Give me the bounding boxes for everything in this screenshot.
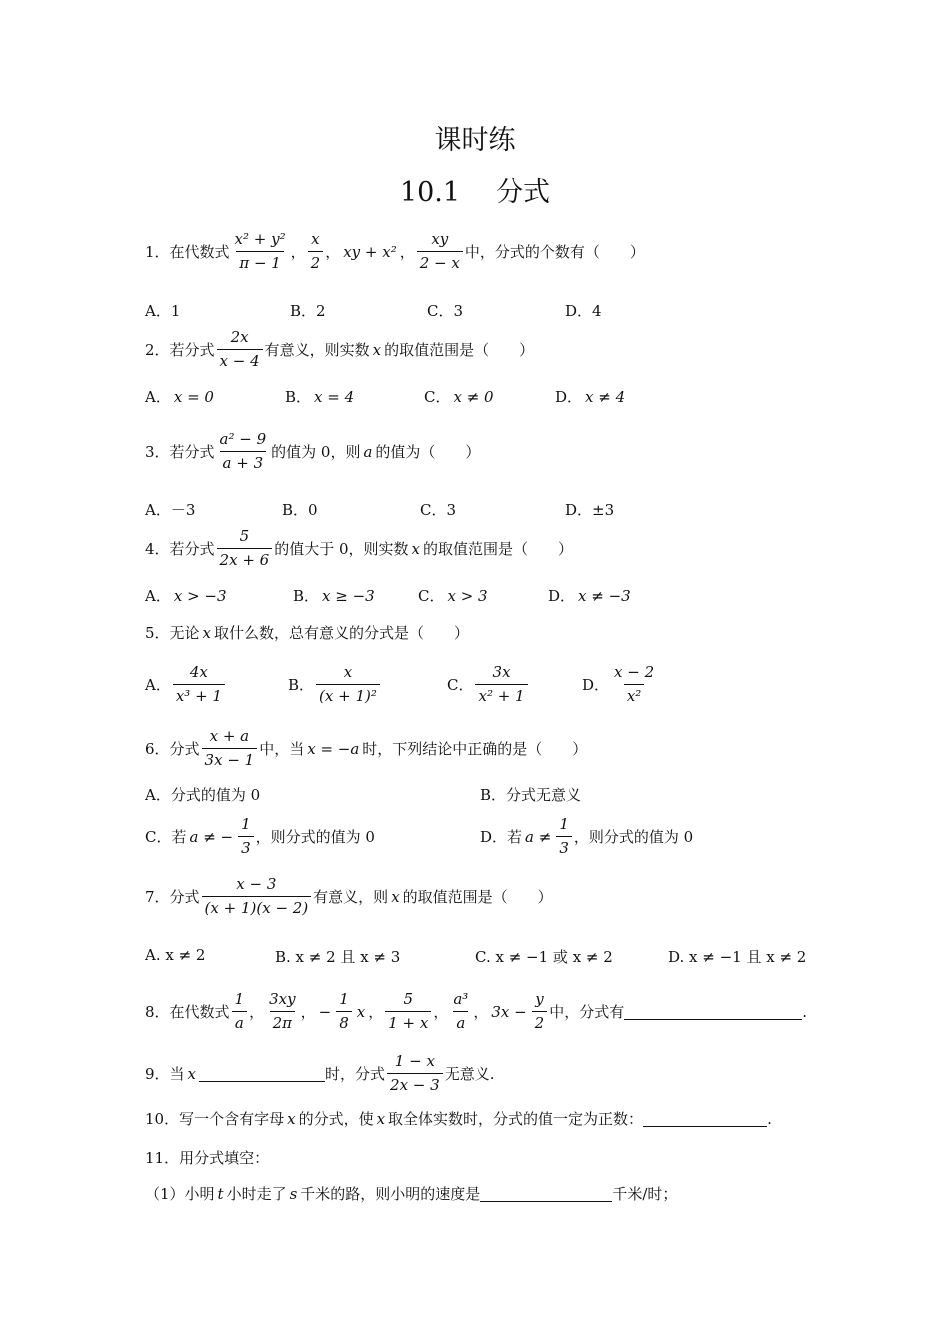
q1-option-c: C．3 bbox=[427, 302, 464, 320]
section-title bbox=[0, 170, 950, 209]
fraction: $\frac{1}{8}$ bbox=[336, 990, 352, 1033]
q3-option-a: A．－3 bbox=[145, 501, 196, 519]
page-title: 课时练 bbox=[434, 125, 516, 156]
q3-option-d: D．±3 bbox=[565, 501, 615, 519]
q7-option-c: C. x ≠ −1 或 x ≠ 2 bbox=[475, 948, 613, 966]
question-11-1: （1）小明 t 小时走了 s 千米的路，则小明的速度是 千米/时； bbox=[145, 1184, 678, 1203]
question-5: 5．无论 x 取什么数，总有意义的分式是（ ） bbox=[145, 623, 470, 642]
fraction: $\frac{3x}{\text{x² + 1}}$ bbox=[475, 663, 527, 706]
q4-option-b: B． x ≥ −3 bbox=[293, 586, 375, 605]
fraction: $\frac{5}{1 + x}$ bbox=[385, 990, 431, 1033]
answer-blank[interactable] bbox=[643, 1110, 767, 1127]
q6-option-a: A．分式的值为 0 bbox=[145, 786, 261, 804]
question-9: 9．当 x 时，分式 $\frac{1 - x}{2x - 3}$ 无意义. bbox=[145, 1052, 495, 1094]
q3-option-c: C．3 bbox=[420, 501, 457, 519]
fraction: $\frac{1}{3}$ bbox=[556, 815, 572, 858]
fraction: $\frac{4x}{\text{x³ + 1}}$ bbox=[173, 663, 225, 706]
answer-blank[interactable] bbox=[624, 1003, 802, 1020]
answer-blank[interactable] bbox=[480, 1185, 612, 1202]
q5-option-a: A． $\frac{4x}{\text{x³ + 1}}$ bbox=[145, 663, 227, 706]
fraction: $\frac{x}{\text{(x + 1)²}}$ bbox=[316, 663, 380, 706]
fraction: $\frac{x + a}{3x - 1}$ bbox=[202, 727, 258, 770]
section-number: 10.1 bbox=[399, 177, 461, 208]
q4-option-d: D． x ≠ −3 bbox=[548, 586, 631, 605]
section-name: 分式 bbox=[496, 177, 551, 208]
question-8: 8．在代数式 $\frac{1}{a}$ ， $\frac{3xy}{2\pi}$ ， − $\frac{1}{8}$ x ， $\frac{5}{1 + x}$ ， $\frac{\text{a³}}{a}$ ， 3x − $\frac{y}{2}$ 中，分式有 . bbox=[145, 990, 808, 1032]
fraction: $\frac{1}{a}$ bbox=[232, 990, 248, 1033]
question-7: 7．分式 $\frac{x - 3}{(x + 1)(x - 2)}$ 有意义，则 x 的取值范围是（ ） bbox=[145, 875, 553, 917]
fraction: $\frac{\text{a² − 9}}{a + 3}$ bbox=[219, 430, 267, 472]
q2-option-b: B． x = 4 bbox=[285, 387, 355, 406]
fraction: $\frac{x - 3}{(x + 1)(x - 2)}$ bbox=[202, 875, 312, 918]
q5-option-d: D． $\frac{x - 2}{\text{x²}}$ bbox=[582, 663, 659, 706]
question-4: 4．若分式 $\frac{5}{2x + 6}$ 的值大于 0，则实数 x 的取值范围是（ ） bbox=[145, 527, 573, 569]
q6-option-b: B．分式无意义 bbox=[480, 786, 582, 804]
question-6: 6．分式 $\frac{x + a}{3x - 1}$ 中，当 x = −a 时，下列结论中正确的是（ ） bbox=[145, 727, 588, 769]
question-3: 3．若分式 $\frac{\text{a² − 9}}{a + 3}$ 的值为 0，则 a 的值为（ ） bbox=[145, 430, 481, 472]
fraction: $\frac{xy}{2 - x}$ bbox=[417, 230, 463, 273]
q7-option-d: D. x ≠ −1 且 x ≠ 2 bbox=[668, 948, 807, 966]
question-10: 10．写一个含有字母 x 的分式，使 x 取全体实数时，分式的值一定为正数： . bbox=[145, 1109, 772, 1128]
q1-option-b: B．2 bbox=[290, 302, 326, 320]
question-11: 11．用分式填空： bbox=[145, 1149, 270, 1167]
question-1: 1．在代数式 $\frac{\text{x² + y²}}{\pi - 1}$ ， $\frac{x}{2}$ ， xy + x² ， $\frac{xy}{2 - x}$ 中，分式的个数有（ ） bbox=[145, 230, 645, 272]
q7-option-a: A. x ≠ 2 bbox=[145, 946, 206, 964]
q1-option-d: D．4 bbox=[565, 302, 602, 320]
q4-option-a: A． x > −3 bbox=[145, 586, 227, 605]
q6-option-d: D．若 a ≠ $\frac{1}{3}$ ，则分式的值为 0 bbox=[480, 815, 694, 857]
fraction: $\frac{5}{2x + 6}$ bbox=[217, 527, 273, 570]
q1-option-a: A．1 bbox=[145, 302, 181, 320]
answer-blank[interactable] bbox=[199, 1065, 325, 1082]
fraction: $\frac{\text{x² + y²}}{\pi - 1}$ bbox=[234, 230, 286, 272]
fraction: $\frac{2x}{x - 4}$ bbox=[217, 328, 263, 371]
fraction: $\frac{x - 2}{\text{x²}}$ bbox=[614, 663, 655, 705]
fraction: $\frac{1}{3}$ bbox=[238, 815, 254, 858]
q5-option-b: B． $\frac{x}{\text{(x + 1)²}}$ bbox=[288, 663, 382, 706]
q6-option-c: C．若 a ≠ − $\frac{1}{3}$ ，则分式的值为 0 bbox=[145, 815, 375, 857]
question-2: 2．若分式 $\frac{2x}{x - 4}$ 有意义，则实数 x 的取值范围是（ ） bbox=[145, 328, 535, 370]
q2-option-d: D． x ≠ 4 bbox=[555, 387, 626, 406]
q2-option-c: C． x ≠ 0 bbox=[424, 387, 494, 406]
fraction: $\frac{y}{2}$ bbox=[532, 990, 548, 1033]
q2-option-a: A． x = 0 bbox=[145, 387, 214, 406]
q5-option-c: C． $\frac{3x}{\text{x² + 1}}$ bbox=[447, 663, 530, 706]
fraction: $\frac{1 - x}{2x - 3}$ bbox=[387, 1052, 443, 1095]
q4-option-c: C． x > 3 bbox=[418, 586, 488, 605]
fraction: $\frac{x}{2}$ bbox=[308, 230, 324, 273]
fraction: $\frac{3xy}{2\pi}$ bbox=[269, 990, 296, 1032]
fraction: $\frac{\text{a³}}{a}$ bbox=[453, 990, 469, 1032]
q3-option-b: B．0 bbox=[282, 501, 318, 519]
q7-option-b: B. x ≠ 2 且 x ≠ 3 bbox=[275, 948, 401, 966]
